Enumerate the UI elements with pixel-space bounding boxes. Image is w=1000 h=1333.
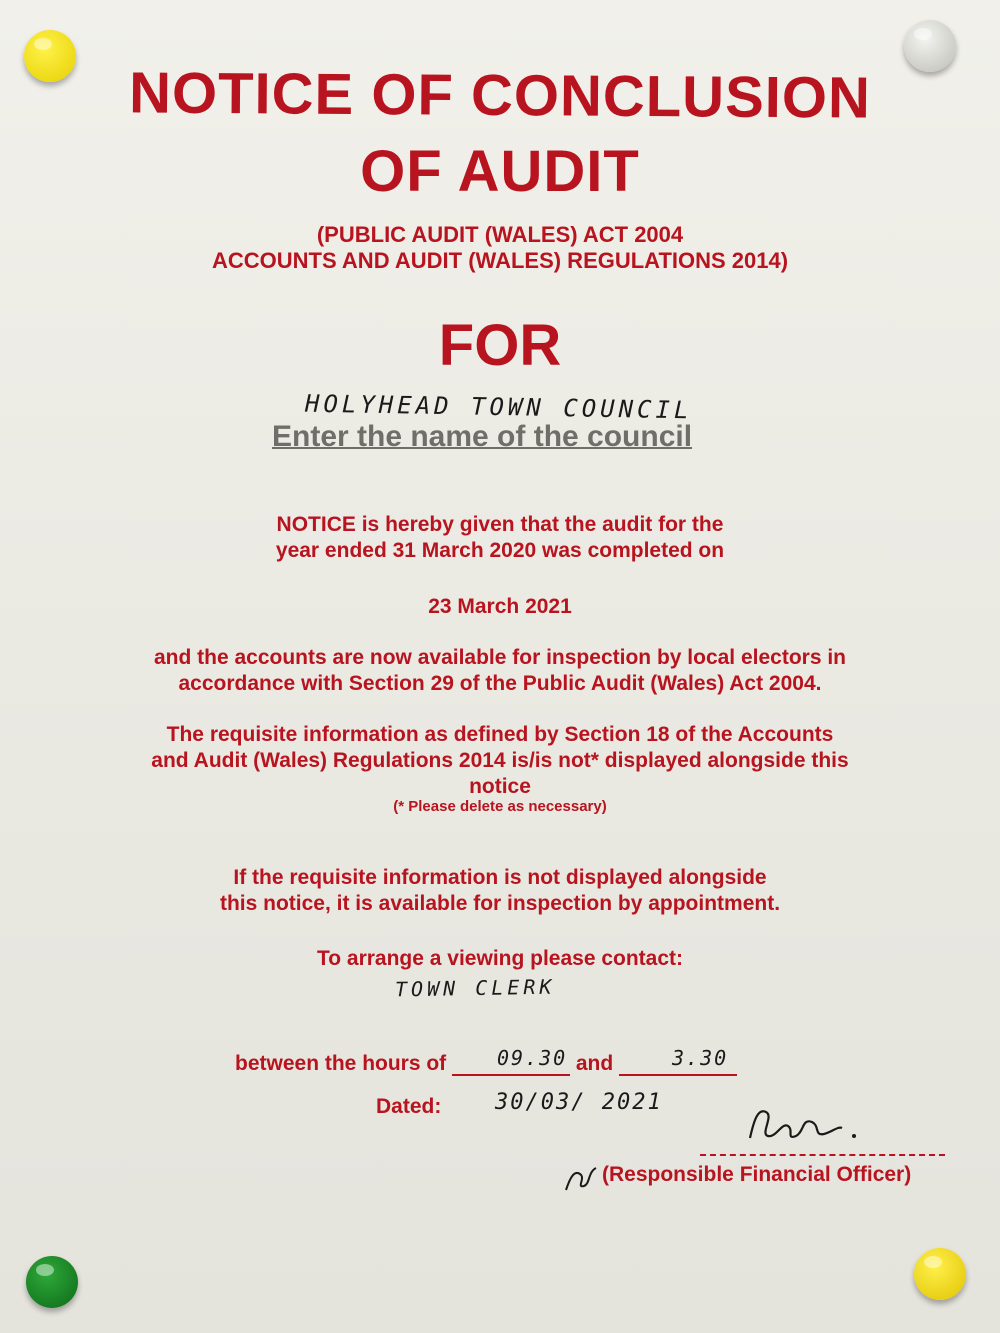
council-name-placeholder: Enter the name of the council <box>272 420 693 453</box>
appointment-line2: this notice, it is available for inspection by appointment. <box>219 892 781 915</box>
hours-to-handwritten: 3.30 <box>672 1046 729 1070</box>
contact-handwritten: TOWN CLERK <box>394 974 556 1002</box>
appointment-line1: If the requisite information is not displayed alongside <box>233 866 767 889</box>
signature-icon <box>742 1100 872 1150</box>
requisite-line2: and Audit (Wales) Regulations 2014 is/is not* displayed alongside this <box>151 749 849 772</box>
requisite-line3: notice <box>469 775 531 798</box>
notice-title-line2: OF AUDIT <box>360 139 640 204</box>
initials-icon <box>562 1162 600 1194</box>
notice-line2: year ended 31 March 2020 was completed on <box>275 539 725 562</box>
completion-date: 23 March 2021 <box>428 595 572 618</box>
appointment-paragraph <box>0 865 1000 917</box>
yellow-pin-icon <box>914 1248 966 1300</box>
hours-prefix: between the hours of <box>235 1052 447 1075</box>
hours-and: and <box>575 1052 614 1075</box>
requisite-line1: The requisite information as defined by Section 18 of the Accounts <box>166 723 834 746</box>
hours-to-blank <box>619 1074 737 1076</box>
dated-handwritten: 30/03/ 2021 <box>495 1090 663 1115</box>
hours-from-handwritten: 09.30 <box>497 1046 568 1070</box>
requisite-paragraph <box>0 722 1000 800</box>
hours-line <box>235 1052 737 1076</box>
for-heading: FOR <box>438 313 562 378</box>
hours-from-blank <box>452 1074 570 1076</box>
act-reference-line1: (PUBLIC AUDIT (WALES) ACT 2004 <box>316 222 684 247</box>
dated-label: Dated: <box>376 1095 442 1118</box>
officer-label: (Responsible Financial Officer) <box>602 1163 912 1186</box>
notice-title-line1: NOTICE OF CONCLUSION <box>128 60 872 131</box>
green-pin-icon <box>26 1256 78 1308</box>
delete-note: (* Please delete as necessary) <box>393 798 607 815</box>
signature-line <box>700 1154 945 1156</box>
contact-label: To arrange a viewing please contact: <box>316 947 684 970</box>
accounts-line2: accordance with Section 29 of the Public Audit (Wales) Act 2004. <box>178 672 822 695</box>
notice-line1: NOTICE is hereby given that the audit for the <box>276 513 724 536</box>
council-name-handwritten: HOLYHEAD TOWN COUNCIL <box>304 389 693 425</box>
accounts-paragraph <box>0 645 1000 697</box>
accounts-line1: and the accounts are now available for inspection by local electors in <box>153 646 847 669</box>
notice-paragraph <box>0 512 1000 564</box>
act-reference-line2: ACCOUNTS AND AUDIT (WALES) REGULATIONS 2014) <box>211 248 789 273</box>
